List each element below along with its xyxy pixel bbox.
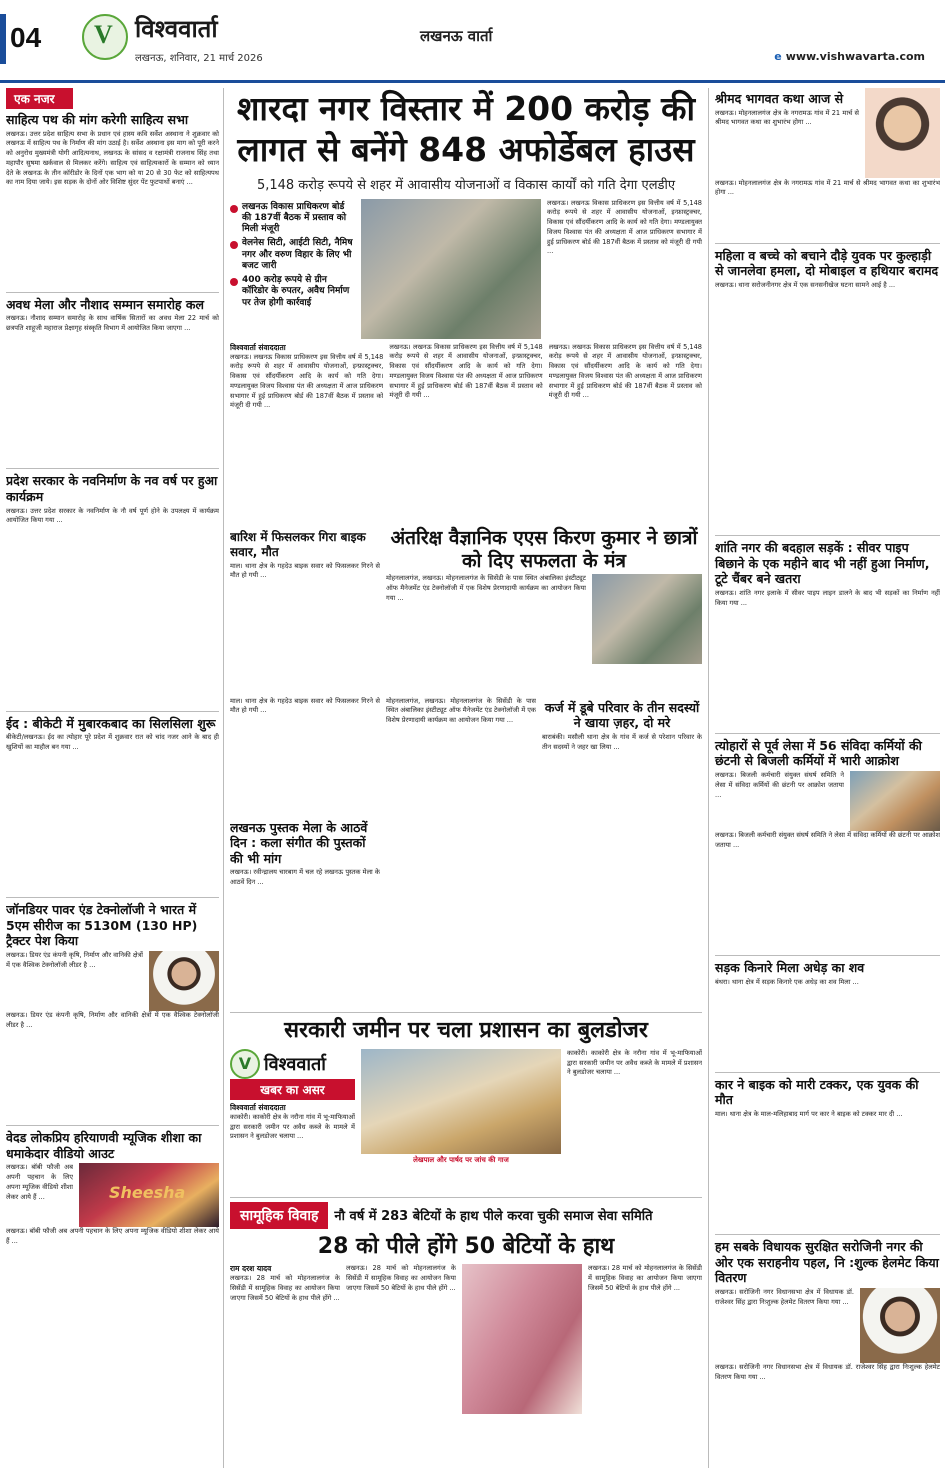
story-headline: साहित्य पथ की मांग करेगी साहित्य सभा	[6, 112, 189, 127]
marriage-body: लखनऊ। 28 मार्च को मोहनलालगंज के सिसेंडी में सामूहिक विवाह का आयोजन किया जाएगा जिसमें 50 बेटियों के हाथ पीले होंगे ...	[230, 1274, 340, 1302]
bulldozer-headline: सरकारी जमीन पर चला प्रशासन का बुलडोजर	[284, 1018, 648, 1044]
story-headline: सड़क किनारे मिला अधेड़ का शव	[715, 960, 865, 975]
main-column	[230, 88, 702, 1468]
lead-bullet: वेलनेस सिटी, आईटी सिटी, नैमिष नगर और वरुण विहार के लिए भी बजट जारी	[230, 238, 355, 272]
story-body-cont: लखनऊ। बॉबी फौजी अब अपनी पहचान के लिए अपना म्यूजिक वीडियो शीशा लेकर आये हैं ...	[6, 1227, 219, 1245]
story-headline: लखनऊ पुस्तक मेला के आठवें दिन : कला संगीत की पुस्तकों की भी मांग	[230, 819, 368, 866]
story-headline: हम सबके विधायक सुरक्षित सरोजिनी नगर की ओर एक सराहनीय पहल, नि :शुल्क हेलमेट किया वितरण	[715, 1238, 939, 1286]
bulldozer-byline: विश्ववार्ता संवाददाता	[230, 1102, 286, 1112]
protest-photo	[850, 771, 940, 831]
story-headline: त्योहारों से पूर्व लेसा में 56 संविदा कर्मियों की छंटनी से बिजली कर्मियों में भारी आक्रोश	[715, 737, 922, 769]
bulldozer-body-cont: काकोरी। काकोरी क्षेत्र के नरौना गांव में भू-माफियाओं द्वारा सरकारी जमीन पर अवैध कब्जे के मामले में प्रशासन ने बुलडोजर चलाया ...	[567, 1048, 702, 1077]
marriage-kicker: नौ वर्ष में 283 बेटियों के हाथ पीले करवा चुकी समाज सेवा समिति	[334, 1209, 653, 1225]
story-body-cont: लखनऊ। डियर एंड कंपनी कृषि, निर्माण और वानिकी क्षेत्रों में एक वैश्विक टेक्नोलॉजी लीडर है ...	[6, 1011, 219, 1029]
lead-headline: शारदा नगर विस्तार में 200 करोड़ की लागत से बनेंगे 848 अफोर्डेबल हाउस	[236, 89, 696, 170]
brand-logo-icon: V	[230, 1049, 260, 1079]
story-body: लखनऊ। बॉबी फौजी अब अपनी पहचान के लिए अपना म्यूजिक वीडियो शीशा लेकर आये हैं ...	[6, 1163, 73, 1201]
tractor-photo	[149, 951, 219, 1011]
story-body: बीकेटी/लखनऊ। ईद का त्योहार पूरे प्रदेश में शुक्रवार रात को चांद नजर आने के बाद ही खुशियों का माहौल बन गया ...	[6, 733, 219, 751]
left-column	[6, 88, 224, 1468]
masthead-divider	[0, 80, 945, 83]
story-body: लखनऊ। बिजली कर्मचारी संयुक्त संघर्ष समिति ने लेसा में संविदा कर्मियों की छंटनी पर आक्रोश जताया ...	[715, 771, 844, 799]
bullet-icon	[230, 278, 238, 286]
page-accent-bar	[0, 14, 6, 64]
marriage-tag: सामूहिक विवाह	[230, 1202, 328, 1229]
story-body-cont: माल। थाना क्षेत्र के गहदेउ बाइक सवार को फिसलकर गिरने से मौत हो गयी ...	[230, 696, 380, 715]
story-body: लखनऊ। रवीन्द्रालय चारबाग में चल रहे लखनऊ पुस्तक मेला के आठवें दिन ...	[230, 868, 380, 887]
story-body: बाराबंकी। मसौली थाना क्षेत्र के गांव में कर्ज से परेशान परिवार के तीन सदस्यों ने जहर खा लिया ...	[542, 732, 702, 751]
story-body: लखनऊ। नौशाद सम्मान समारोह के साथ वार्षिक सितारों का अवध मेला 22 मार्च को छत्रपति शाहूजी महाराज प्रेक्षागृह संस्कृति विभाग में आयोजित किया जाएगा ...	[6, 314, 219, 332]
dateline: लखनऊ, शनिवार, 21 मार्च 2026	[135, 53, 263, 64]
story-body: लखनऊ। उत्तर प्रदेश साहित्य सभा के प्रधान एवं हास्य कवि सर्वेश अस्थाना ने शुक्रवार को लखनऊ में साहित्य पथ के निर्माण की मांग उठाई है। सर्वेश अस्थाना इस माग को पूरी करने को अनुरोध मुख्यमंत्री योगी आदित्यनाथ, लखनऊ के सांसद व रक्षामंत्री राजनाथ सिंह तथा महापौर सुषमा खर्कवाल से मिलकर करेंगे। साहित्य एवं साहित्यकारों के सम्मान को ध्यान देते के लखनऊ के तीन कॉरीडोर के दिनों एक भाग को या 20 से 30 फेट को साहित्यपथ का नाम दिया जाये। इस सड़क के दोनों ओर विशिष्ट सुंदर पेंट फुटपाथों बनाएं ...	[6, 129, 219, 187]
lead-body-right: लखनऊ। लखनऊ विकास प्राधिकरण इस वित्तीय वर्ष में 5,148 करोड़ रूपये से शहर में आवासीय योजनाओं, इन्फ्रास्ट्रक्चर, विकास एवं सौंदर्यीकरण आदि के कार्य को गति देगा। मण्डलायुक्त विजय विश्वास पंत की अध्यक्षता में आज प्राधिकरण सभागार में हुई प्राधिकरण बोर्ड की 187वीं बैठक में प्रस्ताव को मंजूरी दी गयी ...	[547, 198, 702, 256]
section-title: लखनऊ वार्ता	[420, 27, 493, 45]
scientist-event-photo	[592, 574, 702, 664]
marriage-body-col4: लखनऊ। 28 मार्च को मोहनलालगंज के सिसेंडी में सामूहिक विवाह का आयोजन किया जाएगा जिसमें 50 बेटियों के हाथ पीले होंगे ...	[588, 1264, 702, 1292]
kathavachak-portrait	[865, 88, 940, 178]
story-body-cont: लखनऊ। बिजली कर्मचारी संयुक्त संघर्ष समिति ने लेसा में संविदा कर्मियों की छंटनी पर आक्रोश जताया ...	[715, 831, 940, 849]
bulldozer-body: काकोरी। काकोरी क्षेत्र के नरौना गांव में भू-माफियाओं द्वारा सरकारी जमीन पर अवैध कब्जे के मामले में प्रशासन ने बुलडोजर चलाया ...	[230, 1112, 355, 1141]
story-headline: अवध मेला और नौशाद सम्मान समारोह कल	[6, 296, 204, 312]
brand-logo-icon: V	[82, 14, 128, 60]
lda-meeting-photo	[361, 199, 541, 339]
story-body: लखनऊ। डियर एंड कंपनी कृषि, निर्माण और वानिकी क्षेत्रों में एक वैश्विक टेक्नोलॉजी लीडर है ...	[6, 951, 143, 969]
story-body: लखनऊ। सरोजिनी नगर विधानसभा क्षेत्र में विधायक डॉ. राजेश्वर सिंह द्वारा निःशुल्क हेलमेट वितरण किया गया ...	[715, 1287, 854, 1306]
lead-bullet: लखनऊ विकास प्राधिकरण बोर्ड की 187वीं बैठक में प्रस्ताव को मिली मंजूरी	[230, 202, 355, 236]
story-headline: जॉनडियर पावर एंड टेक्नोलॉजी ने भारत में 5एम सीरीज का 5130M (130 HP) ट्रैक्टर पेश किया	[6, 902, 198, 949]
lead-body-col2: लखनऊ। लखनऊ विकास प्राधिकरण इस वित्तीय वर्ष में 5,148 करोड़ रूपये से शहर में आवासीय योजनाओं, इन्फ्रास्ट्रक्चर, विकास एवं सौंदर्यीकरण आदि के कार्य को गति देगा। मण्डलायुक्त विजय विश्वास पंत की अध्यक्षता में आज प्राधिकरण सभागार में हुई प्राधिकरण बोर्ड की 187वीं बैठक में प्रस्ताव को मंजूरी दी गयी ...	[389, 342, 543, 400]
story-body: माल। थाना क्षेत्र के माल-मलिहाबाद मार्ग पर कार ने बाइक को टक्कर मार दी ...	[715, 1109, 903, 1118]
masthead	[0, 0, 945, 82]
lead-byline: विश्ववार्ता संवाददाता	[230, 342, 286, 352]
story-body: लखनऊ। उत्तर प्रदेश सरकार के नवनिर्माण के नौ वर्ष पूर्ण होने के उपलक्ष्य में कार्यक्रम आयोजित किया गया ...	[6, 506, 219, 525]
story-headline: महिला व बच्चे को बचाने दौड़े युवक पर कुल्हाड़ी से जानलेवा हमला, दो मोबाइल व हथियार बरामद	[715, 247, 939, 279]
photo-caption: लेखपाल और पार्षद पर जांच की गाज	[413, 1155, 509, 1164]
story-headline: बारिश में फिसलकर गिरा बाइक सवार, मौत	[230, 529, 366, 559]
right-column	[708, 88, 940, 1468]
story-body-cont: मोहनलालगंज, लखनऊ। मोहनलालगंज के सिसेंडी के पास स्थित अंबालिका इंस्टीट्यूट ऑफ मैनेजमेंट एंड टेक्नोलॉजी में एक विशेष प्रेरणादायी कार्यक्रम का आयोजन किया गया ...	[386, 696, 536, 724]
story-headline: कर्ज में डूबे परिवार के तीन सदस्यों ने खाया ज़हर, दो मरे	[544, 699, 700, 731]
story-headline: श्रीमद भागवत कथा आज से	[715, 91, 844, 106]
ek-nazar-tag: एक नजर	[6, 88, 73, 109]
marriage-kicker-row	[230, 1202, 702, 1229]
marriage-headline: 28 को पीले होंगे 50 बेटियों के हाथ	[317, 1233, 615, 1259]
lead-bullet: 400 करोड़ रूपये से ग्रीन कॉरिडोर के रुपतर, अवैध निर्माण पर तेज होगी कार्रवाई	[230, 275, 355, 309]
story-headline: ईद : बीकेटी में मुबारकबाद का सिलसिला शुरू	[6, 715, 216, 731]
brand-badge: V विश्ववार्ता	[230, 1049, 355, 1079]
story-body: बंथरा। थाना क्षेत्र में सड़क किनारे एक अधेड़ का शव मिला ...	[715, 977, 859, 986]
page-number: 04	[10, 22, 42, 53]
story-body-cont: लखनऊ। सरोजिनी नगर विधानसभा क्षेत्र में विधायक डॉ. राजेश्वर सिंह द्वारा निःशुल्क हेलमेट वितरण किया गया ...	[715, 1362, 940, 1381]
story-body: लखनऊ। थाना सरोजनीनगर क्षेत्र में एक सनसनीखेज घटना सामने आई है ...	[715, 280, 896, 289]
story-headline: कार ने बाइक को मारी टक्कर, एक युवक की मौत	[715, 1076, 919, 1108]
website-link[interactable]: e www.vishwavarta.com	[774, 50, 925, 63]
story-body-cont: लखनऊ। मोहनलालगंज क्षेत्र के नगरामऊ गांव में 21 मार्च से श्रीमद भागवत कथा का शुभारंभ होगा ...	[715, 178, 940, 197]
marriage-body-col2: लखनऊ। 28 मार्च को मोहनलालगंज के सिसेंडी में सामूहिक विवाह का आयोजन किया जाएगा जिसमें 50 बेटियों के हाथ पीले होंगे ...	[346, 1264, 456, 1292]
story-headline: शांति नगर की बदहाल सड़कें : सीवर पाइप बिछाने के एक महीने बाद भी नहीं हुआ निर्माण, टूटे चैंबर बने खतरा	[715, 539, 930, 587]
story-headline: प्रदेश सरकार के नवनिर्माण के नव वर्ष पर हुआ कार्यक्रम	[6, 473, 218, 504]
story-body: मोहनलालगंज, लखनऊ। मोहनलालगंज के सिसेंडी के पास स्थित अंबालिका इंस्टीट्यूट ऑफ मैनेजमेंट एंड टेक्नोलॉजी में एक विशेष प्रेरणादायी कार्यक्रम का आयोजन किया गया ...	[386, 574, 586, 602]
impact-banner: खबर का असर	[230, 1079, 355, 1100]
mla-portrait	[860, 1288, 940, 1363]
story-headline: अंतरिक्ष वैज्ञानिक एएस किरण कुमार ने छात्रों को दिए सफलता के मंत्र	[390, 526, 698, 573]
music-video-poster: Sheesha	[79, 1163, 219, 1227]
lead-body: लखनऊ। लखनऊ विकास प्राधिकरण इस वित्तीय वर्ष में 5,148 करोड़ रूपये से शहर में आवासीय योजनाओं, इन्फ्रास्ट्रक्चर, विकास एवं सौंदर्यीकरण आदि के कार्य को गति देगा। मण्डलायुक्त विजय विश्वास पंत की अध्यक्षता में आज प्राधिकरण सभागार में हुई प्राधिकरण बोर्ड की 187वीं बैठक में प्रस्ताव को मंजूरी दी गयी ...	[230, 352, 384, 410]
story-body: लखनऊ। शांति नगर इलाके में सीवर पाइप लाइन डालने के बाद भी सड़कों का निर्माण नहीं किया गया ...	[715, 588, 940, 607]
bulldozer-photo	[361, 1049, 561, 1154]
lead-body-col3: लखनऊ। लखनऊ विकास प्राधिकरण इस वित्तीय वर्ष में 5,148 करोड़ रूपये से शहर में आवासीय योजनाओं, इन्फ्रास्ट्रक्चर, विकास एवं सौंदर्यीकरण आदि के कार्य को गति देगा। मण्डलायुक्त विजय विश्वास पंत की अध्यक्षता में आज प्राधिकरण सभागार में हुई प्राधिकरण बोर्ड की 187वीं बैठक में प्रस्ताव को मंजूरी दी गयी ...	[548, 342, 702, 400]
story-headline: वेदड लोकप्रिय हरियाणवी म्यूजिक शीशा का धमाकेदार वीडियो आउट	[6, 1130, 202, 1161]
story-body: लखनऊ। मोहनलालगंज क्षेत्र के नगरामऊ गांव में 21 मार्च से श्रीमद भागवत कथा का शुभारंभ होगा ...	[715, 108, 859, 127]
marriage-photo	[462, 1264, 582, 1414]
bullet-icon	[230, 205, 238, 213]
brand-name: विश्ववार्ता	[135, 15, 218, 43]
marriage-byline: राम दरश यादव	[230, 1264, 272, 1274]
bullet-icon	[230, 241, 238, 249]
story-body: माल। थाना क्षेत्र के गहदेउ बाइक सवार को फिसलकर गिरने से मौत हो गयी ...	[230, 561, 380, 580]
lead-subheadline: 5,148 करोड़ रूपये से शहर में आवासीय योजनाओं व विकास कार्यों को गति देगा एलडीए	[256, 177, 676, 193]
globe-icon: e	[774, 50, 782, 63]
